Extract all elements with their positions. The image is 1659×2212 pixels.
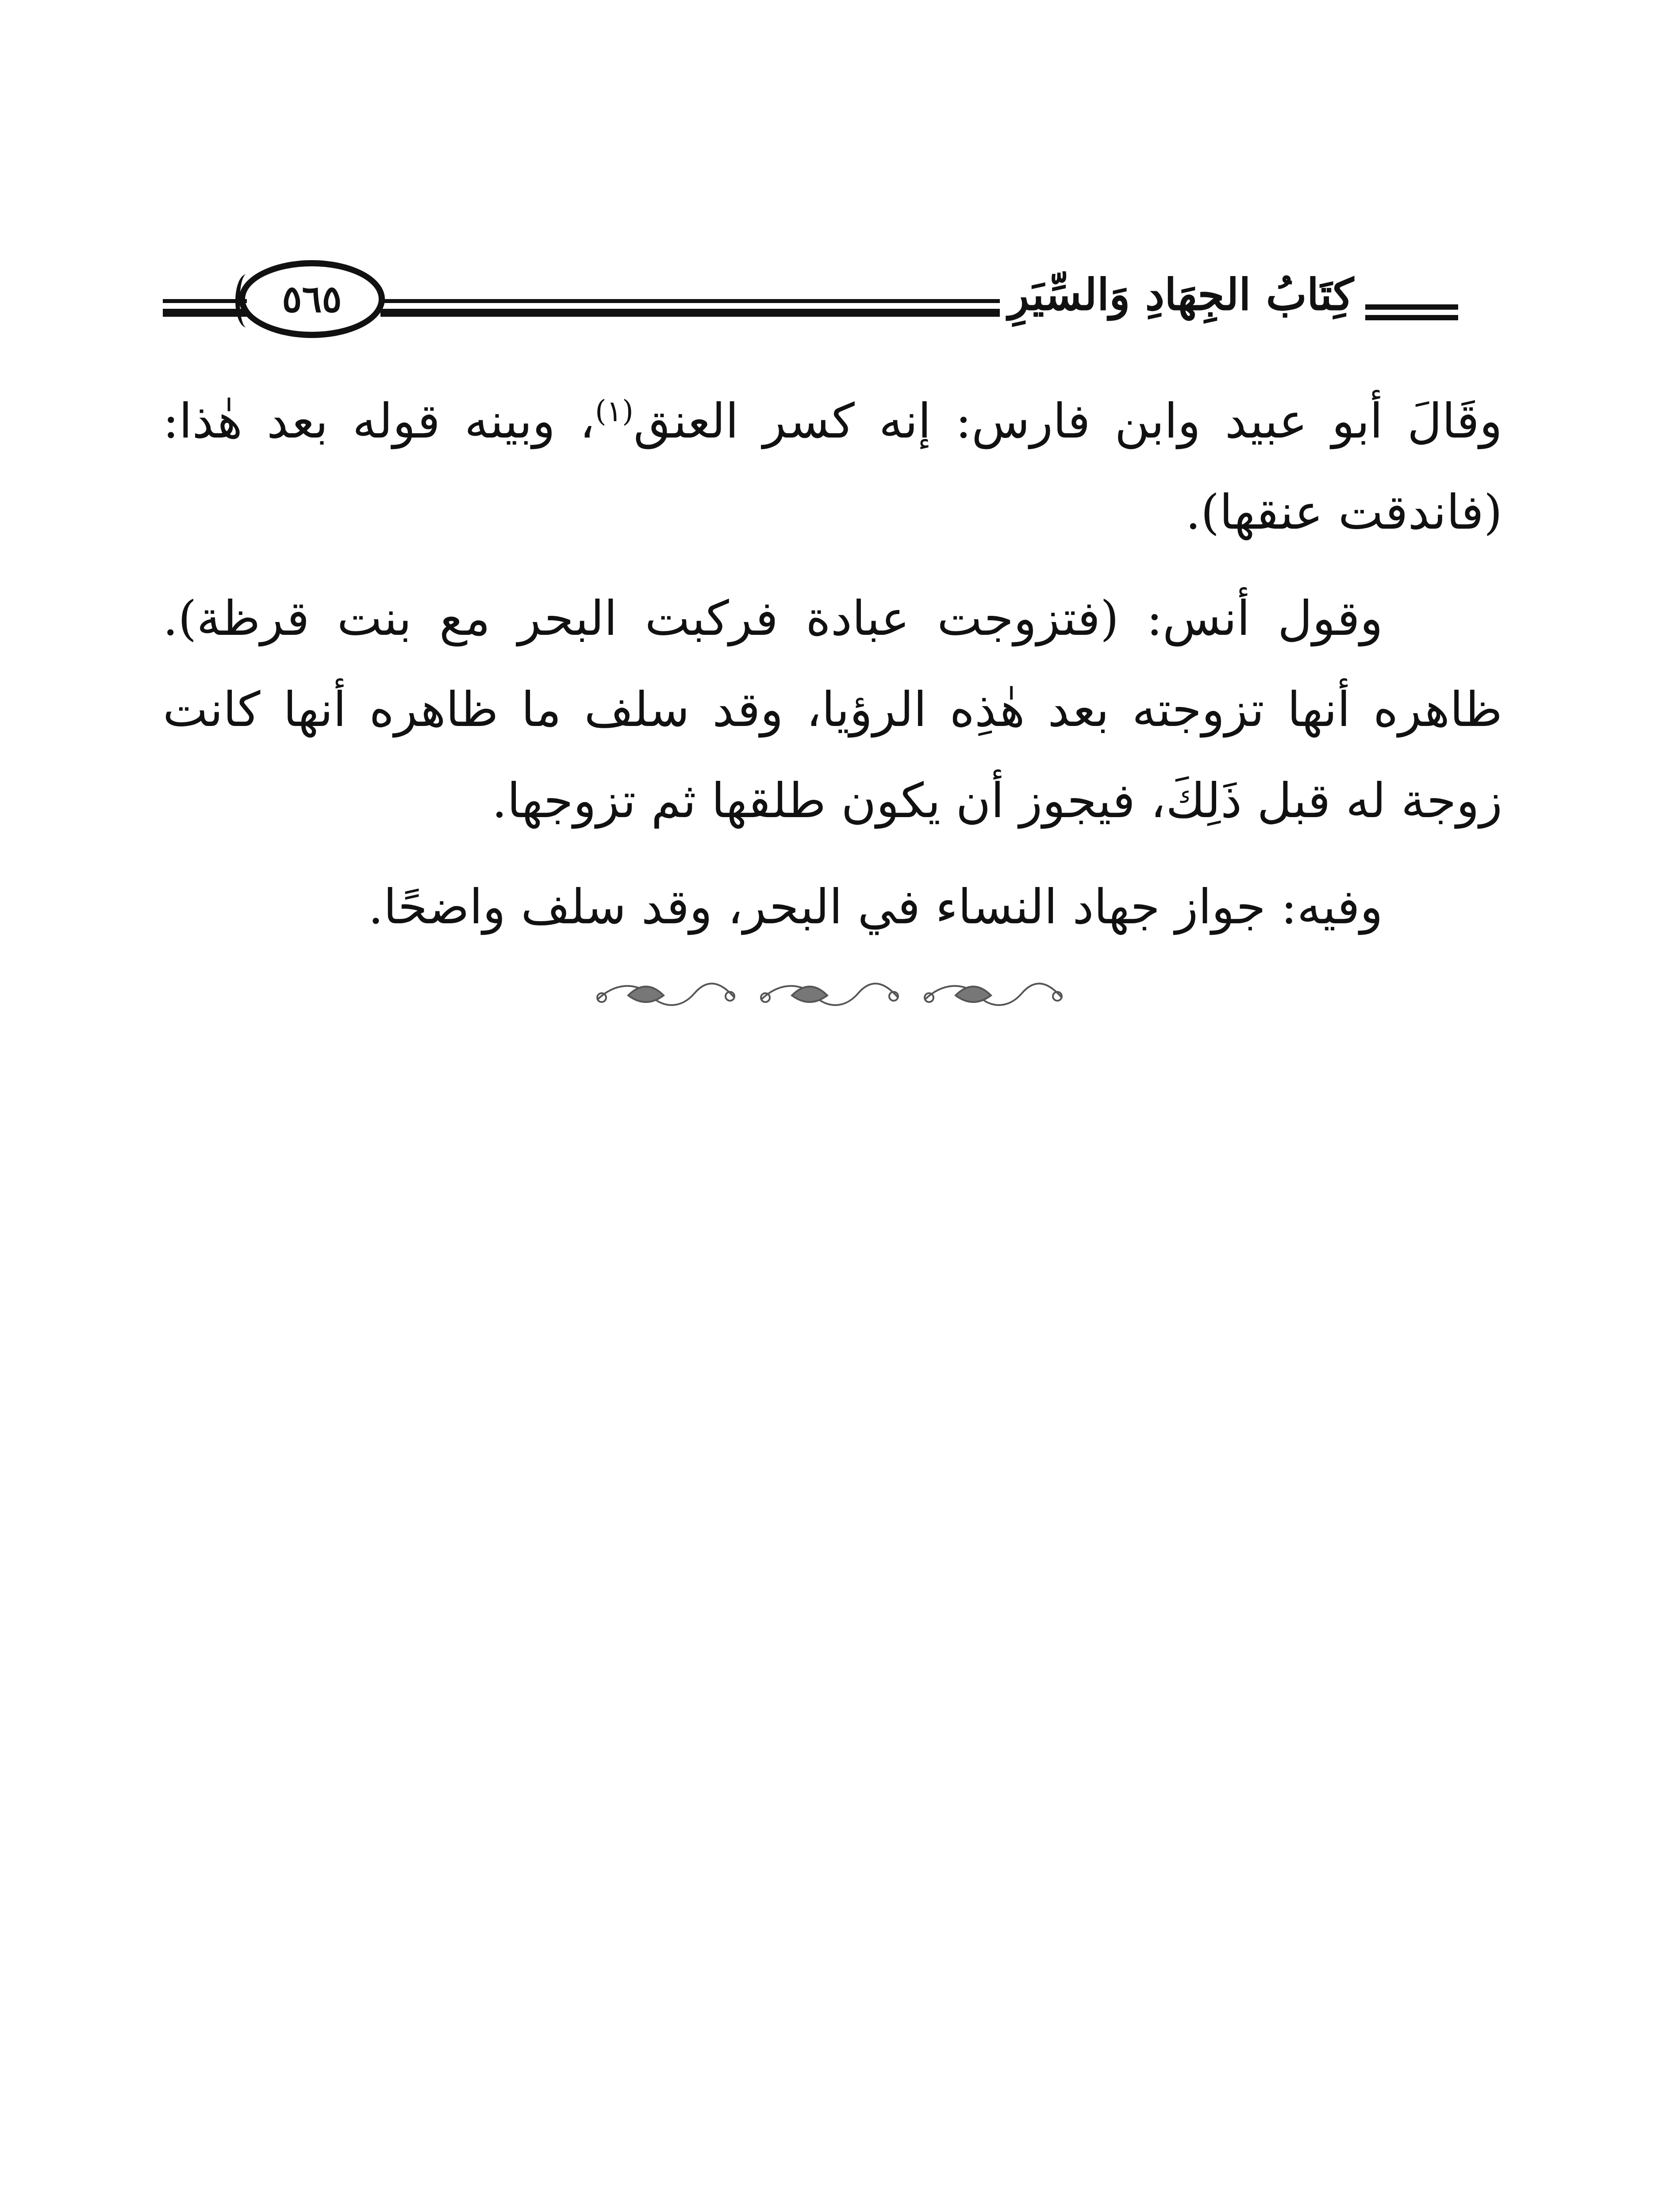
paragraph: وقول أنس: (فتزوجت عبادة فركبت البحر مع بنت قرظة). ظاهره أنها تزوجته بعد هٰذِه الرؤيا، وقد سلف ما ظاهره أنها كانت زوجة له قبل ذَلِكَ، فيجوز أن يكون طلقها ثم تزوجها. <box>163 591 1502 829</box>
paragraph <box>163 376 1502 558</box>
main-text <box>163 376 1502 968</box>
header-rule <box>1365 304 1458 322</box>
running-title: كِتَابُ الجِهَادِ وَالسِّيَرِ <box>1008 269 1354 320</box>
paragraph-text: ، وبينه قوله بعد هٰذا: (فاندقت عنقها). <box>163 394 1502 540</box>
page-number <box>239 260 385 338</box>
paragraph-text: وقَالَ أبو عبيد وابن فارس: إنه كسر العنق <box>633 394 1503 449</box>
section-end-ornament <box>588 973 1075 1018</box>
footnote-reference: (١) <box>595 394 634 428</box>
page-number-text: ٥٦٥ <box>282 277 342 321</box>
paragraph: وفيه: جواز جهاد النساء في البحر، وقد سلف واضحًا. <box>368 879 1383 935</box>
header-rule <box>380 299 1000 321</box>
header-rule <box>163 299 247 321</box>
